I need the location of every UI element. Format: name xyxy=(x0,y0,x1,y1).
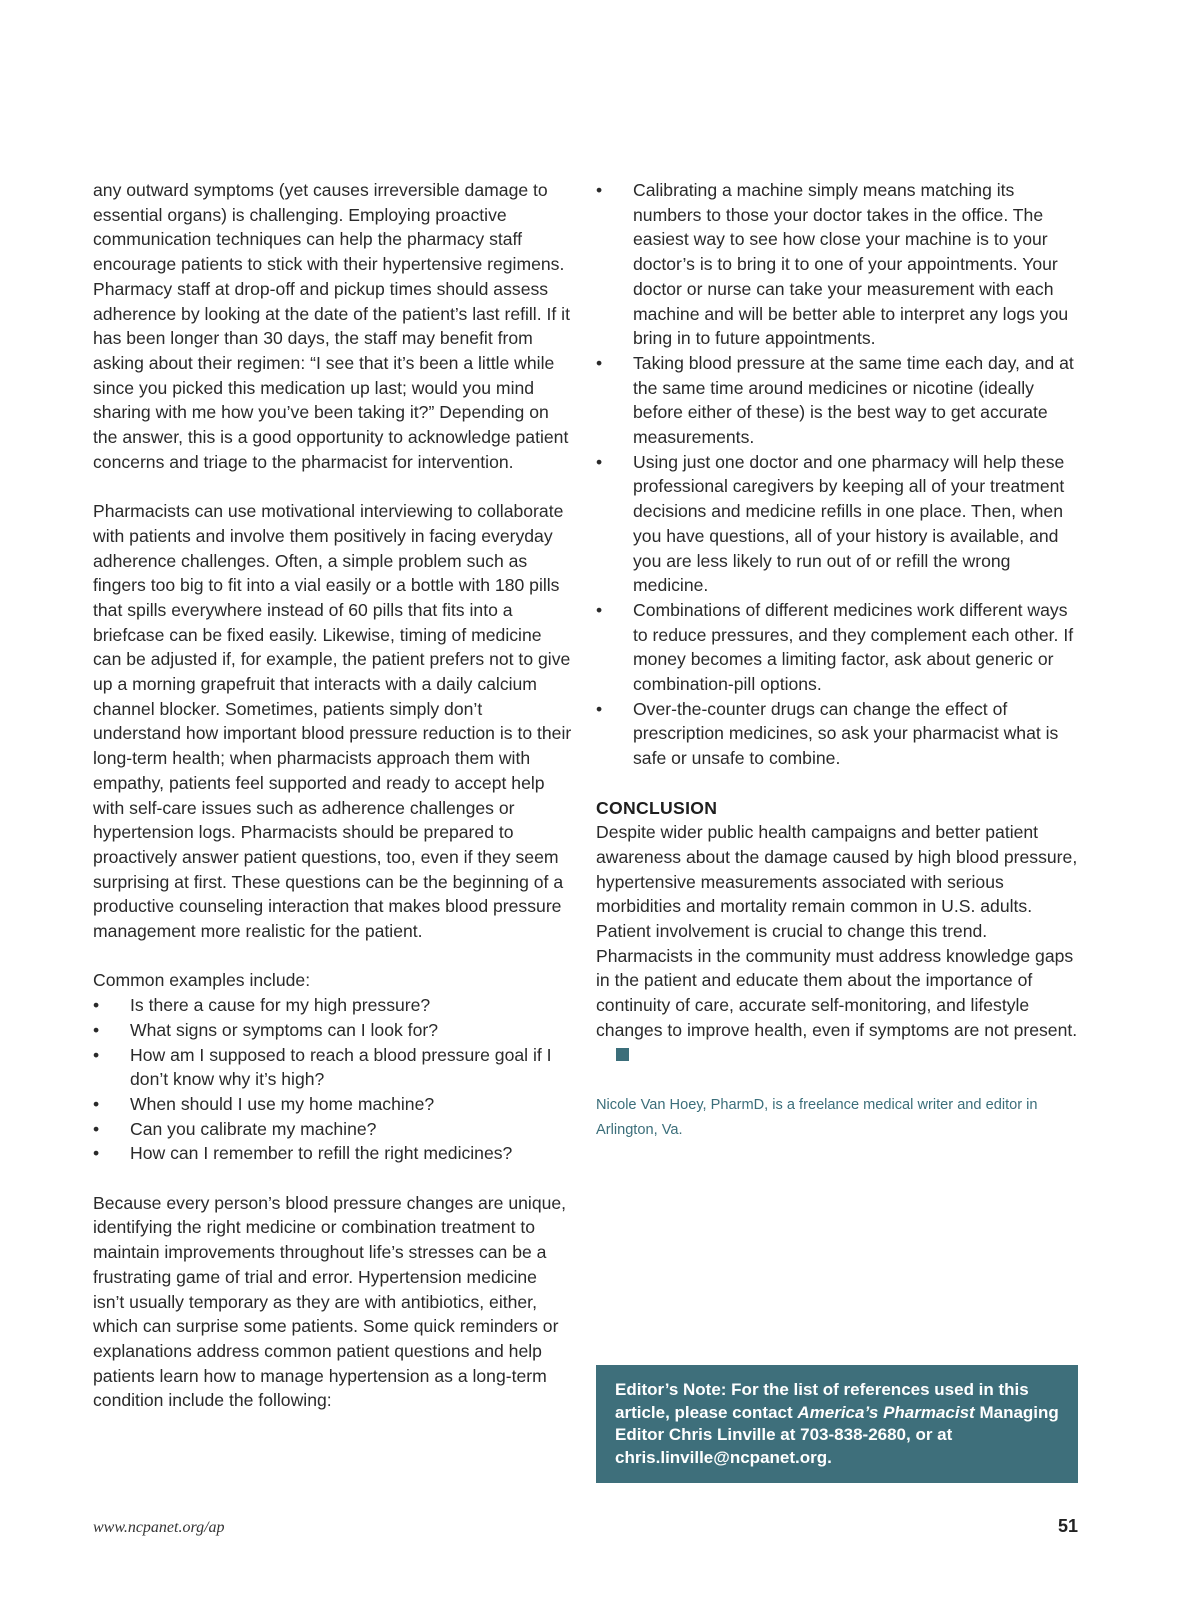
list-item xyxy=(93,1117,573,1142)
publication-name: America’s Pharmacist xyxy=(797,1402,975,1422)
bullet-icon: • xyxy=(596,180,603,200)
list-item xyxy=(596,598,1084,697)
bullet-icon: • xyxy=(596,352,603,373)
bullet-icon: • xyxy=(93,1044,100,1065)
page-number: 51 xyxy=(1057,1516,1078,1536)
conclusion-text: Despite wider public health campaigns and better patient awareness about the damage caused by high blood pressure, hypertensive measurements associated with serious morbidities and mortality remain common in U.S. adults. Patient involvement is crucial to change this trend. Pharmacists in the community must address knowledge gaps in the patient and educate them about the importance of continuity of care, accurate self-monitoring, and lifestyle changes to improve health, even if symptoms are not present. xyxy=(596,822,1078,1040)
list-item xyxy=(93,993,573,1018)
list-item xyxy=(93,1141,573,1166)
bullet-icon: • xyxy=(93,1118,100,1139)
body-paragraph-3: Because every person’s blood pressure changes are unique, identifying the right medicine or combination treatment to maintain improvements throughout life’s stresses can be a frustrating game of trial and error. Hypertension medicine isn’t usually temporary as they are with antibiotics, either, which can surprise some patients. Some quick reminders or explanations address common patient questions and help patients learn how to manage hypertension as a long-term condition include the following: xyxy=(93,1192,567,1411)
end-mark-icon xyxy=(616,1048,629,1061)
list-item xyxy=(596,351,1084,450)
list-item xyxy=(93,1092,573,1117)
list-item-text: Combinations of different medicines work different ways to reduce pressures, and they complement each other. If money becomes a limiting factor, ask about generic or combination-pill options. xyxy=(633,599,1074,695)
list-item xyxy=(93,1043,573,1092)
list-item xyxy=(93,1018,573,1043)
editors-note-text-before: Editor’s Note: For the list of references used in this article, please contact xyxy=(615,1380,1029,1422)
bullet-icon: • xyxy=(596,698,603,719)
list-item-text: How can I remember to refill the right medicines? xyxy=(130,1143,513,1164)
left-column xyxy=(93,178,573,1413)
body-paragraph-1: any outward symptoms (yet causes irreversible damage to essential organs) is challenging. Employing proactive communication techniques can help the pharmacy staff encourage patients to stick with their hypertensive regimens. Pharmacy staff at drop-off and pickup times should assess adherence by looking at the date of the patient’s last refill. If it has been longer than 30 days, the staff may benefit from asking about their regimen: “I see that it’s been a little while since you picked this medication up last; would you mind sharing with me how you’ve been taking it?” Depending on the answer, this is a good opportunity to acknowledge patient concerns and triage to the pharmacist for intervention. xyxy=(93,180,570,472)
list-item-text: Taking blood pressure at the same time each day, and at the same time around medicines or nicotine (ideally before either of these) is the best way to get accurate measurements. xyxy=(633,352,1074,448)
list-item-text: Using just one doctor and one pharmacy will help these professional caregivers by keeping all of your treatment decisions and medicine refills in one place. Then, when you have questions, all of your history is available, and you are less likely to run out of or refill the wrong medicine. xyxy=(633,451,1065,596)
editors-note-text-after: Managing Editor Chris Linville at 703-838-2680, or at chris.linville@ncpanet.org. xyxy=(615,1402,1059,1467)
bullet-icon: • xyxy=(93,1019,100,1040)
bullet-icon: • xyxy=(596,451,603,472)
right-column xyxy=(596,178,1084,1142)
list-item xyxy=(596,450,1084,598)
conclusion-heading: CONCLUSION xyxy=(596,797,718,818)
bullet-icon: • xyxy=(93,1143,100,1164)
list-item-text: What signs or symptoms can I look for? xyxy=(130,1019,439,1040)
list-item xyxy=(596,178,1084,351)
bullet-icon: • xyxy=(93,995,100,1016)
footer-url[interactable]: www.ncpanet.org/ap xyxy=(93,1519,225,1536)
examples-intro: Common examples include: xyxy=(93,970,311,991)
author-bio: Nicole Van Hoey, PharmD, is a freelance medical writer and editor in Arlington, Va. xyxy=(596,1097,1038,1138)
list-item-text: How am I supposed to reach a blood pressure goal if I don’t know why it’s high? xyxy=(130,1044,552,1090)
list-item-text: Calibrating a machine simply means matching its numbers to those your doctor takes in the office. The easiest way to see how close your machine is to your doctor’s is to bring it to one of your appointments. Your doctor or nurse can take your measurement with each machine and will be better able to interpret any logs you bring in to future appointments. xyxy=(633,180,1069,349)
list-item-text: Over-the-counter drugs can change the effect of prescription medicines, so ask your pharmacist what is safe or unsafe to combine. xyxy=(633,698,1059,769)
conclusion-paragraph xyxy=(596,820,1084,1067)
editors-note-box xyxy=(596,1365,1078,1483)
list-item-text: Can you calibrate my machine? xyxy=(130,1118,377,1139)
bullet-icon: • xyxy=(93,1093,100,1114)
bullet-icon: • xyxy=(596,599,603,620)
list-item-text: Is there a cause for my high pressure? xyxy=(130,995,431,1016)
body-paragraph-2: Pharmacists can use motivational interviewing to collaborate with patients and involve them positively in facing everyday adherence challenges. Often, a simple problem such as fingers too big to fit into a vial easily or a bottle with 180 pills that spills everywhere instead of 60 pills that fits into a briefcase can be fixed easily. Likewise, timing of medicine can be adjusted if, for example, the patient prefers not to give up a morning grapefruit that interacts with a daily calcium channel blocker. Sometimes, patients simply don’t understand how important blood pressure reduction is to their long-term health; when pharmacists approach them with empathy, patients feel supported and ready to accept help with self-care issues such as adherence challenges or hypertension logs. Pharmacists should be prepared to proactively answer patient questions, too, even if they seem surprising at first. These questions can be the beginning of a productive counseling interaction that makes blood pressure management more realistic for the patient. xyxy=(93,501,572,942)
tips-list xyxy=(596,178,1084,771)
list-item-text: When should I use my home machine? xyxy=(130,1093,435,1114)
examples-list xyxy=(93,993,573,1166)
list-item xyxy=(596,697,1084,771)
